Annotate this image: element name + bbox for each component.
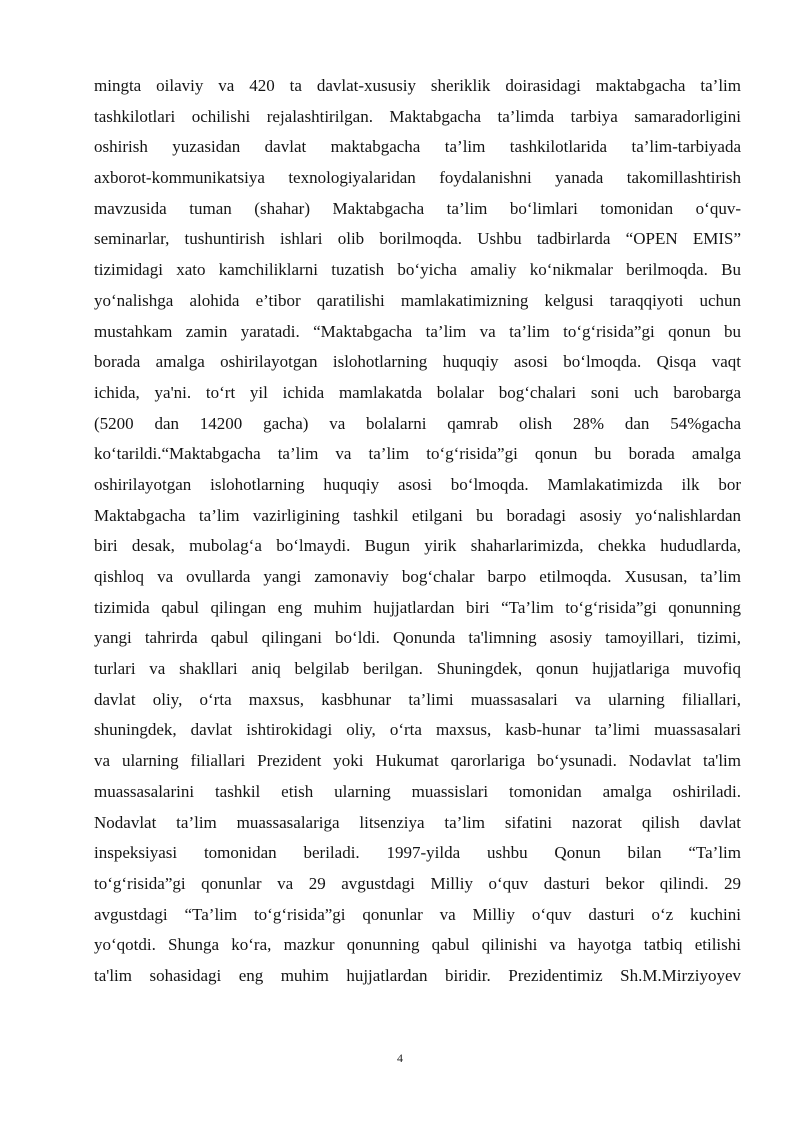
text-line: oshirilayotgan islohotlarning huquqiy asosi bo‘lmoqda. Mamlakatimizda ilk bor xyxy=(94,474,741,494)
text-line: tizimida qabul qilingan eng muhim hujjatlardan biri “Ta’lim to‘g‘risida”gi qonunning xyxy=(94,597,741,617)
text-line: yo‘qotdi. Shunga ko‘ra, mazkur qonunning qabul qilinishi va hayotga tatbiq etilishi xyxy=(94,935,741,955)
text-line: (5200 dan 14200 gacha) va bolalarni qamrab olish 28% dan 54%gacha xyxy=(94,413,741,433)
text-line: Nodavlat ta’lim muassasalariga litsenziya ta’lim sifatini nazorat qilish davlat xyxy=(94,812,741,832)
text-line: yangi tahrirda qabul qilingani bo‘ldi. Qonunda ta'limning asosiy tamoyillari, tizimi, xyxy=(94,628,741,648)
text-line: yo‘nalishga alohida e’tibor qaratilishi mamlakatimizning kelgusi taraqqiyoti uchun xyxy=(94,290,741,310)
text-line: ta'lim sohasidagi eng muhim hujjatlardan biridir. Prezidentimiz Sh.M.Mirziyoyev xyxy=(94,965,741,985)
text-line: axborot-kommunikatsiya texnologiyalaridan foydalanishni yanada takomillashtirish xyxy=(94,168,741,188)
text-line: qishloq va ovullarda yangi zamonaviy bog‘chalar barpo etilmoqda. Xususan, ta’lim xyxy=(94,567,741,586)
text-line: muassasalarini tashkil etish ularning muassislari tomonidan amalga oshiriladi. xyxy=(94,781,741,801)
text-line: mavzusida tuman (shahar) Maktabgacha ta’lim bo‘limlari tomonidan o‘quv- xyxy=(94,198,741,218)
text-line: inspeksiyasi tomonidan beriladi. 1997-yilda ushbu Qonun bilan “Ta’lim xyxy=(94,843,741,863)
text-line: to‘g‘risida”gi qonunlar va 29 avgustdagi Milliy o‘quv dasturi bekor qilindi. 29 xyxy=(94,873,741,893)
text-line: tizimidagi xato kamchiliklarni tuzatish bo‘yicha amaliy ko‘nikmalar berilmoqda. Bu xyxy=(94,260,741,280)
text-line: va ularning filiallari Prezident yoki Hukumat qarorlariga bo‘ysunadi. Nodavlat ta'lim xyxy=(94,751,741,771)
text-line: turlari va shakllari aniq belgilab berilgan. Shuningdek, qonun hujjatlariga muvofiq xyxy=(94,659,741,679)
text-line: borada amalga oshirilayotgan islohotlarning huquqiy asosi bo‘lmoqda. Qisqa vaqt xyxy=(94,352,741,372)
text-line: oshirish yuzasidan davlat maktabgacha ta’lim tashkilotlarida ta’lim-tarbiyada xyxy=(94,137,741,157)
text-line: mustahkam zamin yaratadi. “Maktabgacha ta’lim va ta’lim to‘g‘risida”gi qonun bu xyxy=(94,321,741,341)
text-line: seminarlar, tushuntirish ishlari olib borilmoqda. Ushbu tadbirlarda “OPEN EMIS” xyxy=(94,229,741,249)
text-line: biri desak, mubolag‘a bo‘lmaydi. Bugun yirik shaharlarimizda, chekka hududlarda, xyxy=(94,536,741,556)
text-line: avgustdagi “Ta’lim to‘g‘risida”gi qonunlar va Milliy o‘quv dasturi o‘z kuchini xyxy=(94,904,741,924)
text-line: davlat oliy, o‘rta maxsus, kasbhunar ta’limi muassasalari va ularning filiallari, xyxy=(94,689,741,709)
body-paragraph xyxy=(94,71,741,992)
page-number: 4 xyxy=(397,1051,403,1065)
text-line: mingta oilaviy va 420 ta davlat-xususiy sheriklik doirasidagi maktabgacha ta’lim xyxy=(94,76,741,95)
text-line: shuningdek, davlat ishtirokidagi oliy, o‘rta maxsus, kasb-hunar ta’limi muassasalari xyxy=(94,720,741,740)
text-line: Maktabgacha ta’lim vazirligining tashkil etilgani bu boradagi asosiy yo‘nalishlardan xyxy=(94,505,741,525)
text-line: tashkilotlari ochilishi rejalashtirilgan. Maktabgacha ta’limda tarbiya samaradorligini xyxy=(94,106,741,126)
text-line: ko‘tarildi.“Maktabgacha ta’lim va ta’lim to‘g‘risida”gi qonun bu borada amalga xyxy=(94,444,741,464)
text-line: ichida, ya'ni. to‘rt yil ichida mamlakatda bolalar bog‘chalari soni uch barobarga xyxy=(94,382,741,402)
